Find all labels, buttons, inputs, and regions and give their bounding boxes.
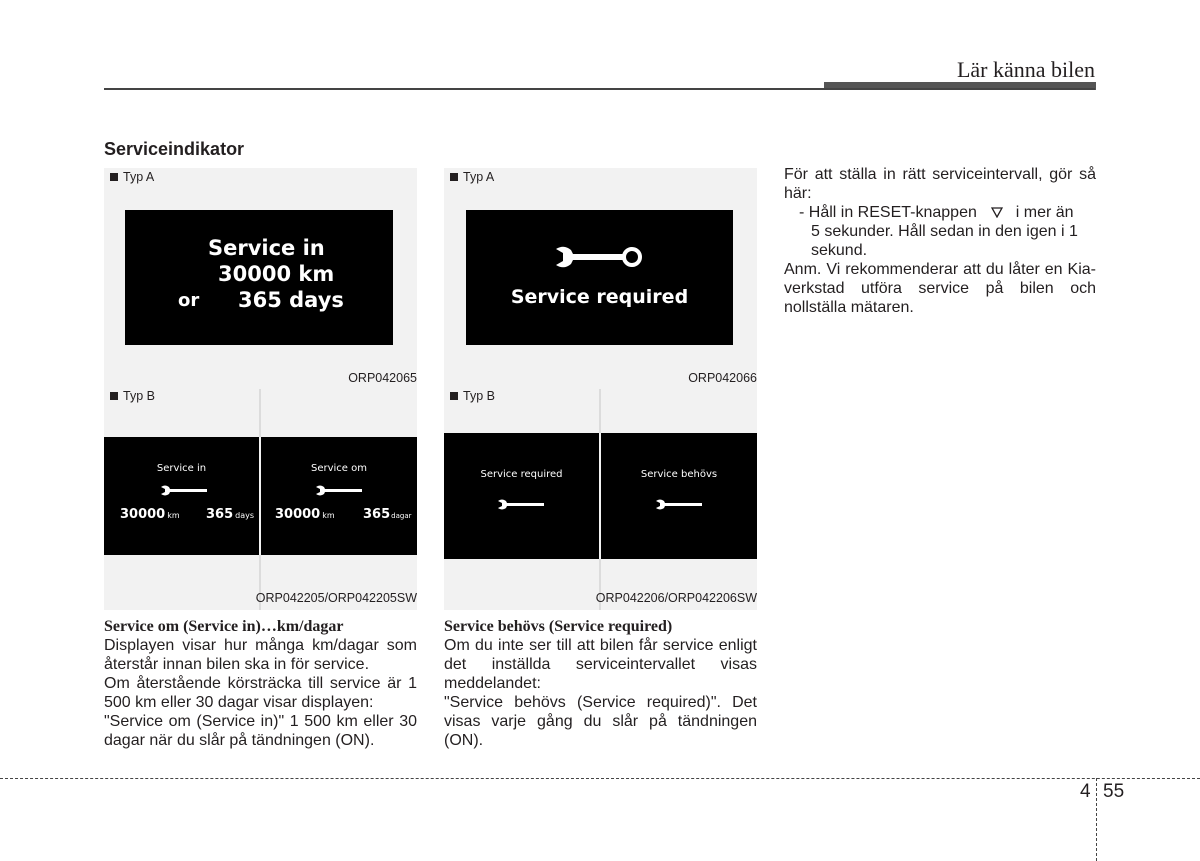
screen-text: Service required xyxy=(510,286,689,308)
wrench-icon xyxy=(554,244,644,270)
wrench-icon xyxy=(159,483,209,497)
figure-label xyxy=(110,389,155,403)
figure-label-text: Typ B xyxy=(463,389,495,403)
screen-title: Service om xyxy=(311,463,367,474)
wrench-icon xyxy=(496,497,546,511)
screen-title: Service behövs xyxy=(640,469,718,480)
km-unit: km xyxy=(167,511,180,520)
days-unit: days xyxy=(235,511,255,520)
figure-label xyxy=(110,170,154,184)
figure-label xyxy=(450,170,494,184)
paragraph: Om återstående körsträcka till service är 1 500 km eller 30 dagar visar displayen: xyxy=(104,675,417,711)
down-triangle-icon xyxy=(991,207,1003,218)
paragraph: "Service behövs (Service required)". Det visas varje gång du slår på tändningen (ON). xyxy=(444,694,757,749)
figure-code: ORP042065 xyxy=(348,371,417,385)
paragraph: Displayen visar hur många km/dagar som återstår innan bilen ska in för service. xyxy=(104,637,417,673)
bullet-text: - Håll in RESET-knappen xyxy=(799,204,977,221)
screen-line3-prefix: or xyxy=(178,290,200,311)
figure-left-typB xyxy=(104,389,417,610)
display-screen-2 xyxy=(261,437,417,555)
paragraph: För att ställa in rätt serviceintervall, gör så här: xyxy=(784,166,1096,202)
days-unit: dagar xyxy=(391,512,412,520)
chapter-number: 4 xyxy=(1080,781,1091,802)
figure-code: ORP042206/ORP042206SW xyxy=(595,591,757,605)
footer-dashed-divider xyxy=(1096,778,1097,861)
bullet-continuation: 5 sekunder. Håll sedan in den igen i 1 sekund. xyxy=(811,223,1078,259)
days-readout xyxy=(363,507,411,522)
days-readout xyxy=(206,507,254,522)
paragraph: "Service om (Service in)" 1 500 km eller 30 dagar när du slår på tändningen (ON). xyxy=(104,713,417,749)
square-bullet-icon xyxy=(110,392,118,400)
section-title: Serviceindikator xyxy=(104,139,245,159)
bullet-item xyxy=(784,203,1096,260)
chapter-title: Lär känna bilen xyxy=(956,57,1095,82)
page-number: 55 xyxy=(1103,781,1125,802)
figure-code: ORP042205/ORP042205SW xyxy=(255,591,417,605)
display-screen xyxy=(466,210,733,345)
days-value: 365 xyxy=(363,507,391,522)
figure-right-typB xyxy=(444,389,757,610)
figure-label-text: Typ A xyxy=(463,170,495,184)
paragraph: Anm. Vi rekommenderar att du låter en Kia-verkstad utföra service på bilen och nollställa mätaren. xyxy=(784,261,1096,316)
header-rule xyxy=(104,88,1095,90)
km-readout xyxy=(120,507,180,522)
display-screen-2 xyxy=(601,433,757,559)
screen-line3-value: 365 days xyxy=(238,288,344,312)
column-1-text xyxy=(104,618,417,750)
screen-title: Service in xyxy=(156,463,207,474)
km-value: 30000 xyxy=(120,507,166,522)
km-unit: km xyxy=(322,511,335,520)
subheading: Service behövs (Service required) xyxy=(444,618,673,635)
display-screen-1 xyxy=(104,437,259,555)
km-readout xyxy=(275,507,335,522)
footer-dashed-rule xyxy=(0,778,1200,779)
column-2-text xyxy=(444,618,757,750)
subheading: Service om (Service in)…km/dagar xyxy=(104,618,344,635)
figure-label-text: Typ A xyxy=(123,170,155,184)
screen-title: Service required xyxy=(480,469,563,480)
panel-divider xyxy=(259,389,261,437)
display-screen xyxy=(125,210,393,345)
figure-right-typA xyxy=(444,168,757,389)
column-3-text xyxy=(784,165,1096,317)
panel-divider xyxy=(599,389,601,433)
wrench-icon xyxy=(314,483,364,497)
figure-label-text: Typ B xyxy=(123,389,155,403)
square-bullet-icon xyxy=(450,392,458,400)
bullet-text: i mer än xyxy=(1015,204,1074,221)
days-value: 365 xyxy=(206,507,234,522)
km-value: 30000 xyxy=(275,507,321,522)
figure-label xyxy=(450,389,495,403)
square-bullet-icon xyxy=(450,173,458,181)
figure-code: ORP042066 xyxy=(688,371,757,385)
screen-line2: 30000 km xyxy=(218,262,335,286)
wrench-icon xyxy=(654,497,704,511)
figure-left-typA xyxy=(104,168,417,389)
square-bullet-icon xyxy=(110,173,118,181)
display-screen-1 xyxy=(444,433,599,559)
paragraph: Om du inte ser till att bilen får service enligt det inställda serviceintervallet visas meddelandet: xyxy=(444,637,757,692)
screen-line1: Service in xyxy=(208,236,325,260)
